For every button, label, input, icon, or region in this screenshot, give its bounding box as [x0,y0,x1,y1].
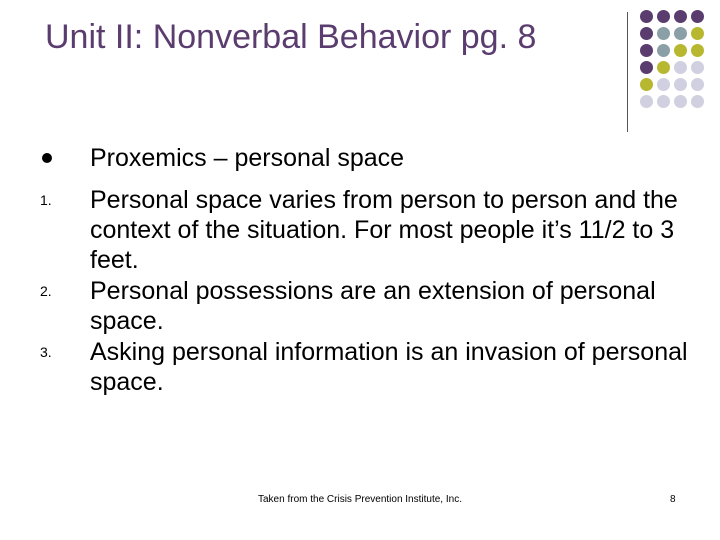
list-number: 1. [40,192,52,208]
list-item-text: Personal possessions are an extension of personal space. [90,277,656,335]
decorative-dot [691,61,704,74]
list-item-text: Asking personal information is an invasion of personal space. [90,338,688,396]
decorative-dot-grid [640,10,720,120]
decorative-dot [657,10,670,23]
decorative-dot [657,78,670,91]
decorative-dot [640,61,653,74]
list-item-text: Proxemics – personal space [90,144,405,172]
footer-credit: Taken from the Crisis Prevention Institute, Inc. [258,494,462,505]
divider-line [627,12,628,132]
decorative-dot [640,27,653,40]
decorative-dot [674,78,687,91]
bullet-icon [42,153,52,163]
list-item-text: Personal space varies from person to person and the context of the situation. For most people it’s 11/2 to 3 feet. [90,186,678,274]
decorative-dot [691,44,704,57]
list-item-heading [40,143,690,173]
decorative-dot [674,61,687,74]
decorative-dot [674,10,687,23]
decorative-dot [691,27,704,40]
list-number: 2. [40,283,52,299]
page-number: 8 [670,494,676,505]
list-item [40,185,690,275]
decorative-dot [640,95,653,108]
decorative-dot [691,78,704,91]
list-number: 3. [40,344,52,360]
decorative-dot [674,44,687,57]
decorative-dot [657,95,670,108]
decorative-dot [640,44,653,57]
decorative-dot [640,78,653,91]
decorative-dot [674,27,687,40]
decorative-dot [691,95,704,108]
slide-title: Unit II: Nonverbal Behavior pg. 8 [45,18,537,56]
list-item [40,276,690,336]
decorative-dot [657,61,670,74]
decorative-dot [640,10,653,23]
content-list [40,143,690,398]
decorative-dot [657,27,670,40]
decorative-dot [657,44,670,57]
decorative-dot [691,10,704,23]
decorative-dot [674,95,687,108]
list-item [40,337,690,397]
